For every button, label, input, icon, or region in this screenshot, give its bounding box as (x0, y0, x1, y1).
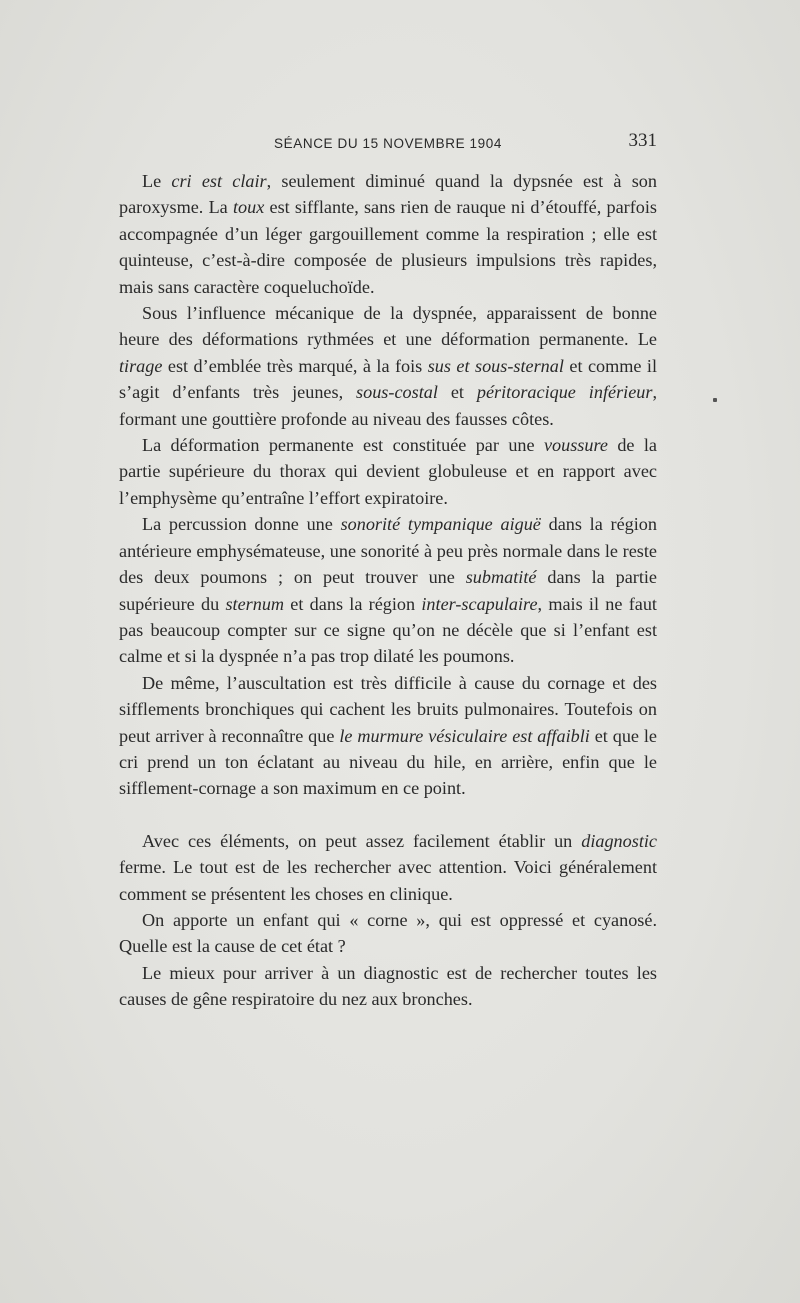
paragraph-voussure (119, 432, 657, 511)
paragraph-auscultation (119, 670, 657, 802)
paragraph-enfant-corne (119, 907, 657, 960)
text-run: La déformation permanente est constituée par une (142, 435, 544, 456)
text-run: La percussion donne une (142, 514, 341, 535)
italic-run: le murmure vésiculaire est affaibli (339, 725, 590, 746)
page-number: 331 (628, 130, 657, 151)
text-run: , mais il ne faut pas beaucoup compter sur ce signe qu’on ne décèle que si l’enfant est calme et si la dyspnée n’a pas trop dilaté les poumons. (119, 593, 657, 667)
text-run: et dans la région (284, 593, 422, 614)
italic-run: cri est clair (171, 171, 267, 191)
text-run: , formant une gouttière profonde au niveau des fausses côtes. (119, 382, 657, 429)
paragraph-recherche-causes (119, 960, 657, 1013)
text-run: dans la partie supérieure du (119, 567, 657, 614)
italic-run: tirage (119, 355, 163, 376)
italic-run: voussure (543, 435, 608, 456)
italic-run: sus et sous-sternal (427, 355, 564, 376)
text-run: de la partie supérieure du thorax qui devient globuleuse et en rapport avec l’emphysème qu’entraîne l’effort expiratoire. (119, 435, 657, 508)
paper-speck (713, 398, 717, 402)
italic-run: submatité (465, 567, 537, 588)
paragraph-deformations (119, 300, 657, 432)
italic-run: sonorité tympanique aiguë (340, 514, 541, 535)
italic-run: sous-costal (356, 382, 438, 403)
text-run: Sous l’influence mécanique de la dyspnée, apparaissent de bonne heure des déformations rythmées et une déformation permanente. Le (119, 303, 657, 350)
text-run: Le mieux pour arriver à un diagnostic est de rechercher toutes les causes de gêne respiratoire du nez aux bronches. (119, 962, 657, 1010)
text-run: , seulement diminué quand la dypsnée est à son paroxysme. La (119, 171, 657, 218)
text-run: et que le cri prend un ton éclatant au niveau du hile, en arrière, enfin que le sifflement-cornage a son maximum en ce point. (119, 725, 657, 799)
paragraph-diagnostic (119, 828, 657, 907)
text-run: De même, l’auscultation est très difficile à cause du cornage et des sifflements bronchiques qui cachent les bruits pulmonaires. Toutefois on peut arriver à reconnaître que (119, 672, 657, 746)
text-run: dans la région antérieure emphysémateuse, une sonorité à peu près normale dans le reste des deux poumons ; on peut trouver une (119, 514, 657, 588)
italic-run: sternum (225, 593, 285, 614)
text-run: est sifflante, sans rien de rauque ni d’étouffé, parfois accompagnée d’un léger gargouillement comme la respiration ; elle est quinteuse, c’est-à-dire composée de plusieurs impulsions très rapides, mais sans caractère coqueluchoïde. (119, 197, 658, 297)
text-run: ferme. Le tout est de les rechercher avec attention. Voici généralement comment se présentent les choses en clinique. (119, 857, 657, 904)
running-title: SÉANCE DU 15 NOVEMBRE 1904 (274, 136, 502, 151)
italic-run: péritoracique inférieur (476, 382, 653, 403)
text-run: et comme il s’agit d’enfants très jeunes, (119, 355, 658, 403)
text-run: On apporte un enfant qui « corne », qui est oppressé et cyanosé. Quelle est la cause de cet état ? (119, 909, 657, 957)
italic-run: toux (232, 197, 265, 218)
text-run: Le (142, 171, 172, 191)
text-run: Avec ces éléments, on peut assez facilement établir un (142, 830, 582, 851)
paragraph-percussion (119, 511, 657, 669)
running-head (119, 130, 657, 154)
text-run: et (437, 382, 477, 403)
body-text (119, 168, 657, 1013)
italic-run: diagnostic (581, 830, 657, 851)
italic-run: inter-scapulaire (421, 593, 538, 614)
text-run: est d’emblée très marqué, à la fois (162, 355, 428, 376)
paragraph-cri-toux (119, 168, 657, 300)
